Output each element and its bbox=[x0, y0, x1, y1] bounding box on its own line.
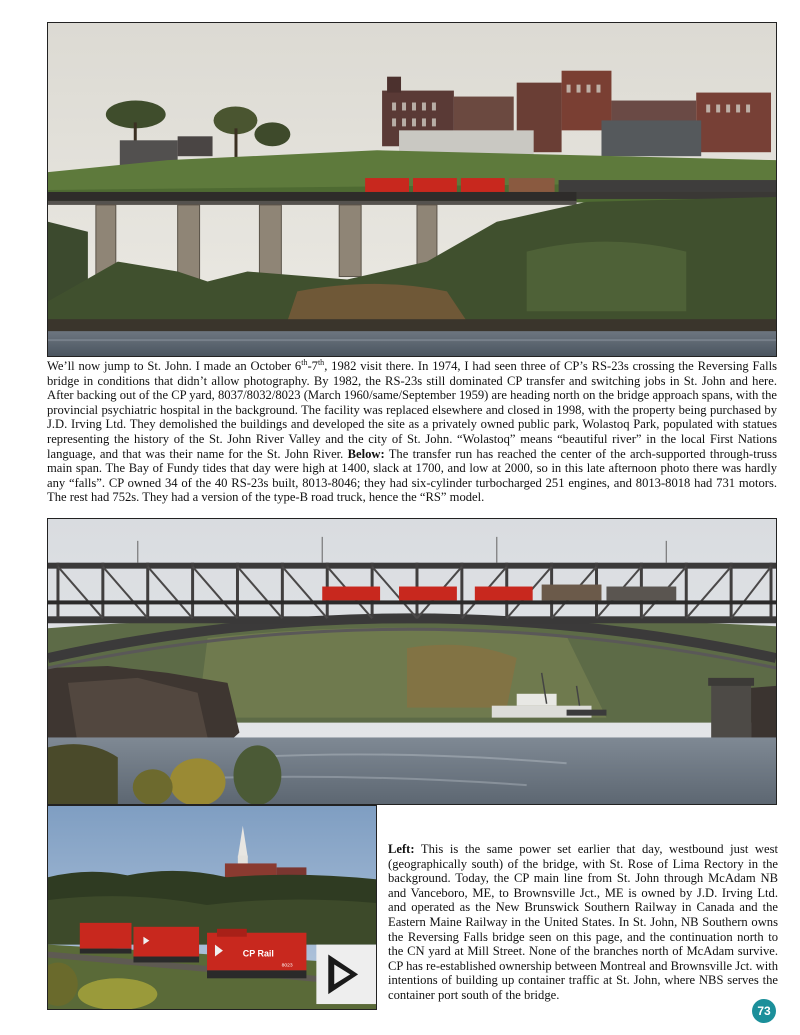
westbound-locomotives-image bbox=[48, 806, 376, 1009]
page-number-badge: 73 bbox=[752, 999, 776, 1023]
caption-left-label: Left: bbox=[388, 842, 415, 856]
locomotive-road-name: CP Rail bbox=[242, 948, 274, 959]
caption-main-text-2: , 1982 visit there. In 1974, I had seen three of CP’s RS-23s crossing the Reversing Falls bridge in conditions that didn’t allow photography. By 1982, the RS-23s still dominated CP transfer and switching jobs in St. John and here. After backing out of the CP yard, 8037/8032/8023 (March 1960/same/September 1959) are heading north on the bridge approach spans, with the provincial psychiatric hospital in the background. The facility was replaced elsewhere and closed in 1998, with the property being purchased by J.D. Irving Ltd. They demolished the buildings and developed the site as a privately owned public park, Wolastoq Park, populated with statues representing the history of the St. John River Valley and the city of St. John. “Wolastoq” means “beautiful river” in the local First Nations language, and that was their name for the St. John River. bbox=[47, 359, 777, 461]
bridge-approach-image bbox=[48, 23, 776, 356]
photo-westbound-power bbox=[47, 805, 377, 1010]
truss-bridge-image bbox=[48, 519, 776, 804]
caption-main-date-range: -7 bbox=[307, 359, 318, 373]
caption-main-text-3: The transfer run has reached the center of the arch-supported through-truss main span. The Bay of Fundy tides that day were high at 1400, slack at 1700, and low at 2000, so in this late afternoon photo there was hardly any “falls”. CP owned 34 of the 40 RS-23s built, 8013-8046; they had six-cylinder turbocharged 251 engines, and 8013-8018 had 731 motors. The rest had 752s. They had a version of the type-B road truck, hence the “RS” model. bbox=[47, 446, 777, 505]
photo-truss-main-span bbox=[47, 518, 777, 805]
caption-superscript-2: th bbox=[317, 357, 325, 367]
locomotive-number: 8023 bbox=[281, 963, 293, 969]
caption-superscript-1: th bbox=[301, 357, 308, 367]
caption-left-text: This is the same power set earlier that day, westbound just west (geographically south) of the bridge, with St. Rose of Lima Rectory in the background. Today, the CP main line from St. John through McAdam NB and Vanceboro, ME, to Brownsville Jct., ME is owned by J.D. Irving Ltd. and operated as the New Brunswick Southern Railway in Canada and the Eastern Maine Railway in the United States. In St. John, NB Southern owns the Reversing Falls bridge seen on this page, and the continuation north to the CN yard at Mill Street. None of the branches north of McAdam survive. CP has re-established ownership between Montreal and Brownsville Jct. with intentions of building up container traffic at St. John, where NBS serves the container port south of the bridge. bbox=[388, 842, 778, 1002]
caption-main-text-1: We’ll now jump to St. John. I made an October 6 bbox=[47, 359, 302, 373]
photo-bridge-approach bbox=[47, 22, 777, 357]
caption-main bbox=[47, 359, 777, 505]
caption-left bbox=[388, 842, 778, 1003]
caption-below-label: Below: bbox=[347, 446, 385, 461]
